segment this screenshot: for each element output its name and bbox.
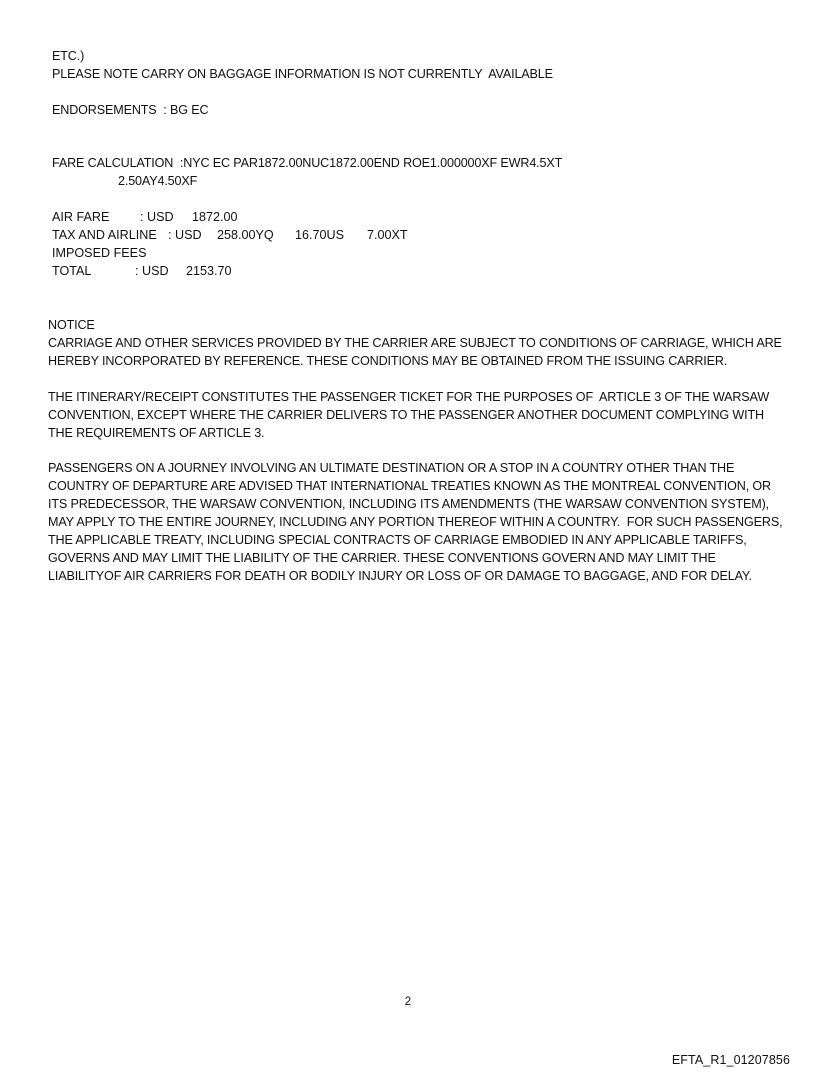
notice-heading: NOTICE bbox=[48, 318, 95, 332]
total-amount: 2153.70 bbox=[186, 264, 232, 278]
fare-calculation-line-2: 2.50AY4.50XF bbox=[118, 174, 198, 188]
endorsements: ENDORSEMENTS : BG EC bbox=[52, 103, 209, 117]
bates-number: EFTA_R1_01207856 bbox=[671, 1053, 790, 1067]
baggage-note: PLEASE NOTE CARRY ON BAGGAGE INFORMATION IS NOT CURRENTLY AVAILABLE bbox=[52, 67, 553, 81]
tax-amount-us: 16.70US bbox=[295, 228, 345, 242]
fare-calculation-line-1: FARE CALCULATION :NYC EC PAR1872.00NUC1872.00END ROE1.000000XF EWR4.5XT bbox=[52, 156, 563, 170]
notice-p3-line: THE APPLICABLE TREATY, INCLUDING SPECIAL CONTRACTS OF CARRIAGE EMBODIED IN ANY APPLICABLE TARIFFS, bbox=[48, 533, 747, 547]
tax-amount-xt: 7.00XT bbox=[367, 228, 408, 242]
notice-p3-line: COUNTRY OF DEPARTURE ARE ADVISED THAT INTERNATIONAL TREATIES KNOWN AS THE MONTREAL CONVENTION, OR bbox=[48, 479, 771, 493]
notice-p3-line: PASSENGERS ON A JOURNEY INVOLVING AN ULTIMATE DESTINATION OR A STOP IN A COUNTRY OTHER THAN THE bbox=[48, 461, 735, 475]
notice-p3-line: ITS PREDECESSOR, THE WARSAW CONVENTION, INCLUDING ITS AMENDMENTS (THE WARSAW CONVENTION SYSTEM), bbox=[48, 497, 769, 511]
notice-p2-line: THE REQUIREMENTS OF ARTICLE 3. bbox=[48, 426, 265, 440]
notice-p3-line: MAY APPLY TO THE ENTIRE JOURNEY, INCLUDING ANY PORTION THEREOF WITHIN A COUNTRY. FOR SUCH PASSENGERS, bbox=[48, 515, 783, 529]
air-fare-currency: : USD bbox=[140, 210, 174, 224]
notice-p3-line: GOVERNS AND MAY LIMIT THE LIABILITY OF THE CARRIER. THESE CONVENTIONS GOVERN AND MAY LIMIT THE bbox=[48, 551, 716, 565]
tax-label: TAX AND AIRLINE bbox=[52, 228, 157, 242]
notice-p3-line: LIABILITYOF AIR CARRIERS FOR DEATH OR BODILY INJURY OR LOSS OF OR DAMAGE TO BAGGAGE, AND FOR DELAY. bbox=[48, 569, 752, 583]
notice-p1-line: CARRIAGE AND OTHER SERVICES PROVIDED BY THE CARRIER ARE SUBJECT TO CONDITIONS OF CARRIAGE, WHICH ARE bbox=[48, 336, 782, 350]
notice-p2-line: CONVENTION, EXCEPT WHERE THE CARRIER DELIVERS TO THE PASSENGER ANOTHER DOCUMENT COMPLYING WITH bbox=[48, 408, 764, 422]
page-number: 2 bbox=[404, 996, 412, 1008]
notice-p1-line: HEREBY INCORPORATED BY REFERENCE. THESE CONDITIONS MAY BE OBTAINED FROM THE ISSUING CARRIER. bbox=[48, 354, 728, 368]
total-label: TOTAL bbox=[52, 264, 92, 278]
air-fare-label: AIR FARE bbox=[52, 210, 110, 224]
tax-amount-yq: 258.00YQ bbox=[217, 228, 274, 242]
air-fare-amount: 1872.00 bbox=[192, 210, 238, 224]
imposed-fees-label: IMPOSED FEES bbox=[52, 246, 147, 260]
notice-p2-line: THE ITINERARY/RECEIPT CONSTITUTES THE PASSENGER TICKET FOR THE PURPOSES OF ARTICLE 3 OF THE WARSAW bbox=[48, 390, 770, 404]
total-currency: : USD bbox=[135, 264, 169, 278]
tax-currency: : USD bbox=[168, 228, 202, 242]
baggage-line-1: ETC.) bbox=[52, 49, 85, 63]
